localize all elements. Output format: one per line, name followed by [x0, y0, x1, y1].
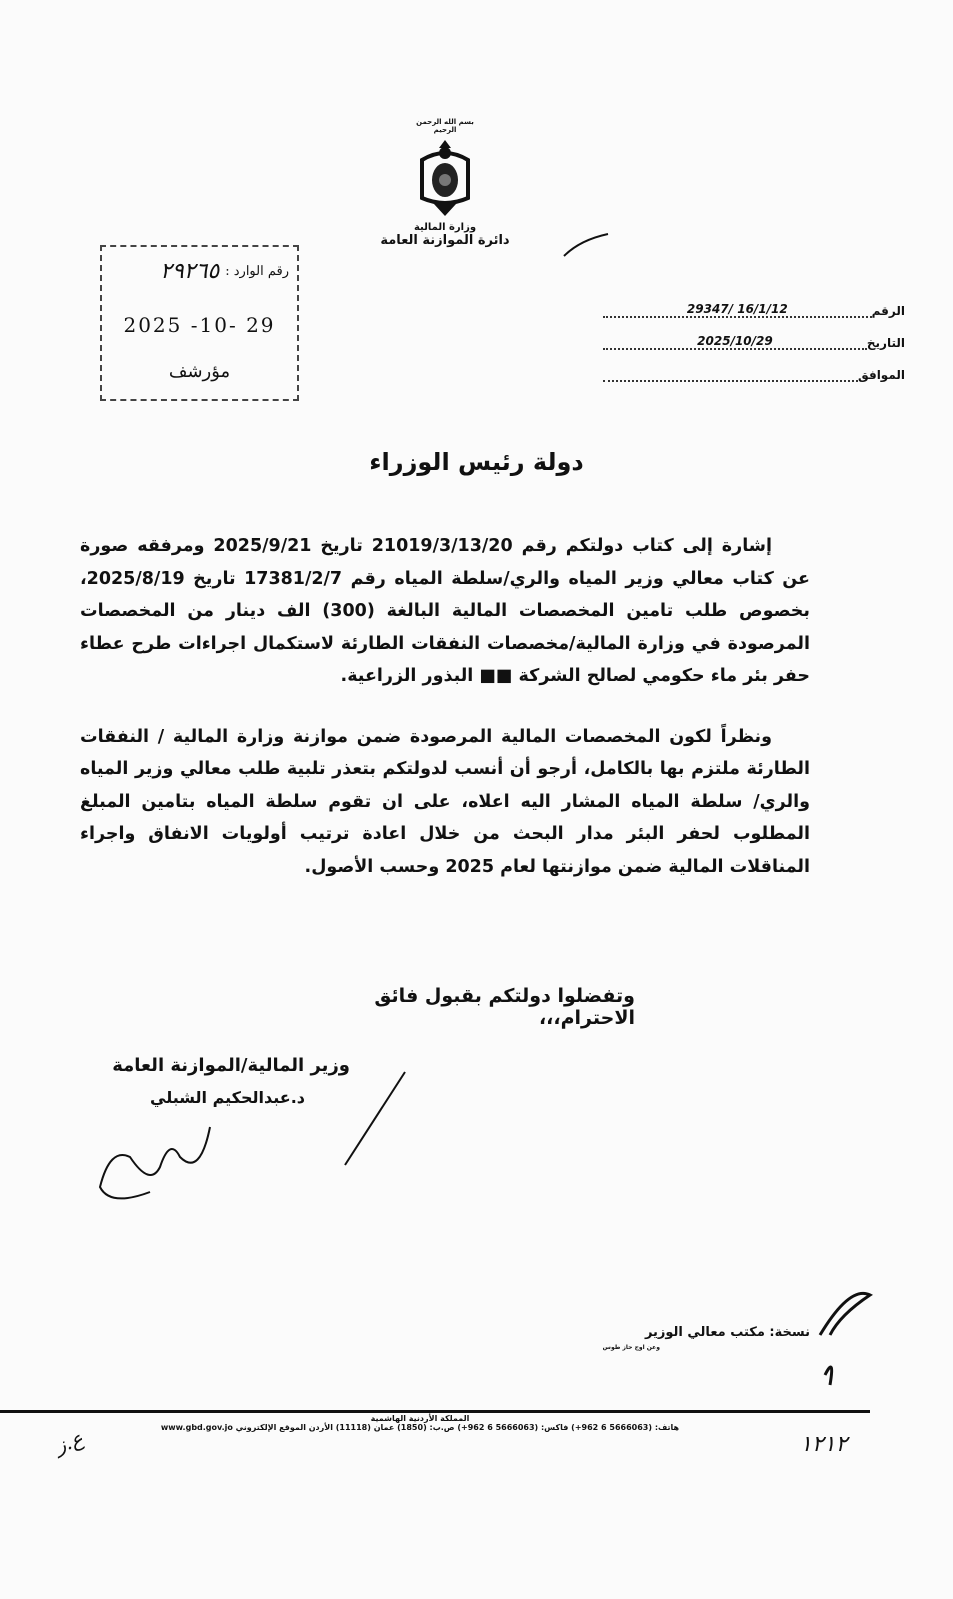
letter-body [80, 530, 810, 911]
ministry-name: وزارة المالية [413, 222, 477, 233]
body-paragraph: ونظراً لكون المخصصات المالية المرصودة ضمن موازنة وزارة المالية / النفقات الطارئة ملتزم بها بالكامل، أرجو أن أنسب لدولتكم بتعذر تلبية طلب معالي وزير المياه والري/ سلطة المياه المشار اليه اعلاه، على ان تقوم سلطة المياه بتامين المبلغ المطلوب لحفر البئر مدار البحث من خلال اعادة ترتيب أولويات الانفاق واجراء المناقلات المالية ضمن موازنتها لعام 2025 وحسب الأصول. [80, 726, 810, 877]
ref-number-label: الرقم [871, 304, 905, 318]
department-name: دائرة الموازنة العامة [380, 233, 510, 248]
basmala: بسم الله الرحمن الرحيم [416, 118, 474, 134]
handwritten-note: ع.ز [51, 1425, 87, 1459]
cc-note: وعن اوج حاز طوس [602, 1344, 660, 1351]
pen-stroke-icon [560, 230, 610, 260]
signatory-title: وزير المالية/الموازنة العامة [112, 1055, 350, 1076]
ministry-header [360, 222, 530, 248]
body-paragraph: إشارة إلى كتاب دولتكم رقم 21019/3/13/20 تاريخ 2025/9/21 ومرفقه صورة عن كتاب معالي وزير المياه والري/سلطة المياه رقم 17381/2/7 تاريخ 2025/8/19، بخصوص طلب تامين المخصصات المالية البالغة (300) الف دينار من المخصصات المرصودة في وزارة المالية/مخصصات النفقات الطارئة لاستكمال اجراءات طرح عطاء حفر بئر ماء حكومي لصالح الشركة ■■ البذور الزراعية. [80, 536, 810, 686]
cc-block [600, 1325, 810, 1351]
ref-hijri-value [603, 366, 858, 382]
ref-date-value: 2025/10/29 [603, 334, 867, 350]
closing-line: وتفضلوا دولتكم بقبول فائق الاحترام،،، [374, 985, 635, 1029]
signatory-name: د.عبدالحكيم الشبلي [150, 1088, 305, 1107]
reference-block [595, 286, 905, 382]
footer-divider [0, 1410, 870, 1413]
footer [130, 1414, 710, 1432]
footer-country: المملكة الأردنية الهاشمية [370, 1414, 470, 1423]
footer-contact: هاتف: (5666063 6 962+) فاكس: (5666063 6 962+) ص.ب: (1850) عمان (11118) الأردن الموقع الإلكتروني www.gbd.gov.jo [160, 1423, 680, 1432]
jordan-coat-of-arms-icon [414, 138, 476, 218]
signature-block [75, 1055, 350, 1207]
incoming-label: رقم الوارد : [225, 264, 289, 279]
incoming-date: 2025 -10- 29 [123, 313, 276, 337]
handwritten-signature-icon [90, 1117, 230, 1207]
incoming-number: ٢٩٢٦٥ [160, 259, 220, 284]
incoming-stamp [100, 245, 299, 401]
cc-line: نسخة: مكتب معالي الوزير [644, 1325, 810, 1340]
ref-number-value: 29347/ 16/1/12 [603, 302, 872, 318]
ref-date-label: التاريخ [866, 336, 905, 350]
handwritten-number: ١٢١٢ [800, 1432, 848, 1457]
ref-hijri-label: الموافق [858, 368, 905, 382]
incoming-status: مؤرشف [168, 361, 231, 382]
pen-stroke-icon [340, 1070, 410, 1170]
addressee: دولة رئيس الوزراء [369, 448, 584, 476]
letterhead-crest [405, 118, 485, 218]
initials-icon [810, 1275, 880, 1395]
